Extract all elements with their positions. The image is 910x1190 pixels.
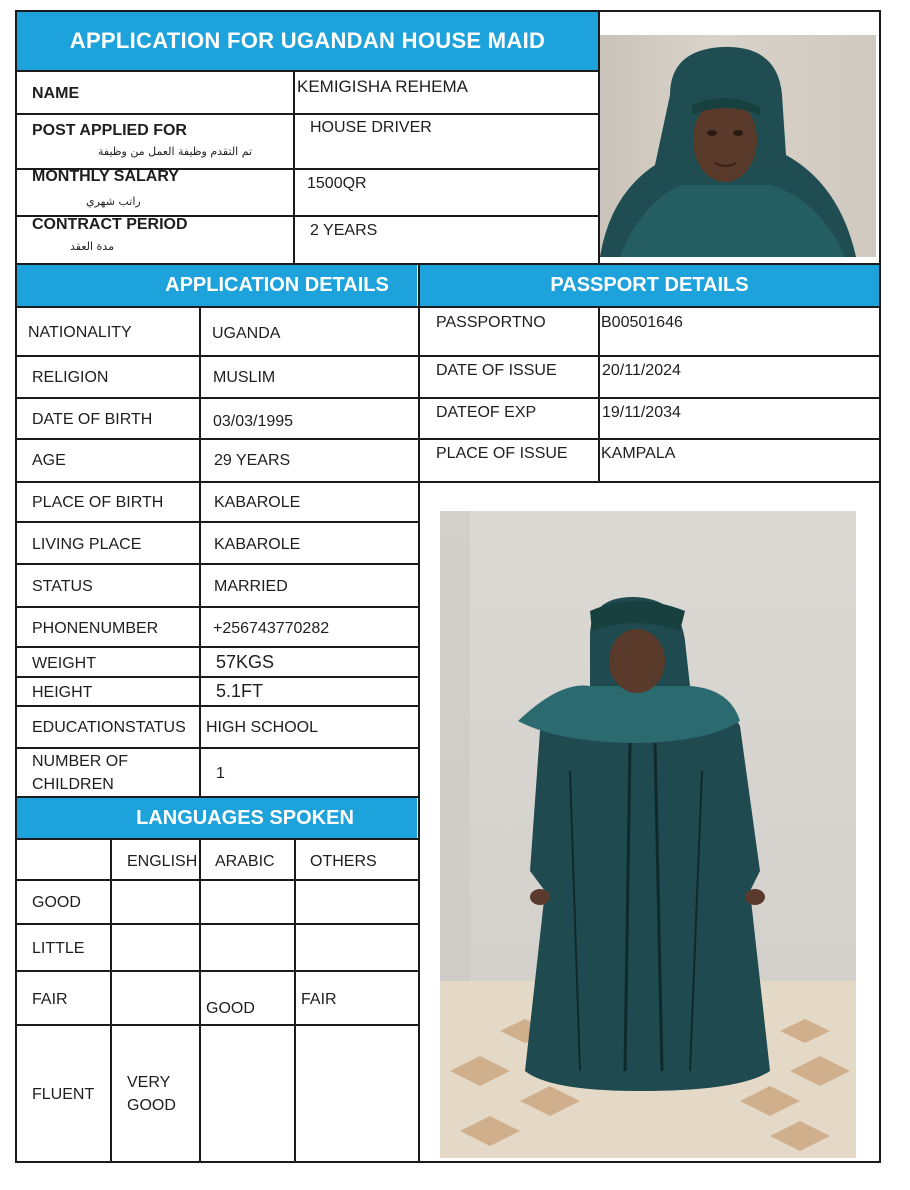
phone-label: PHONENUMBER	[32, 620, 159, 637]
post-label: POST APPLIED FOR	[32, 122, 187, 139]
full-length-figure-icon	[440, 511, 856, 1158]
lang-col-arabic: ARABIC	[215, 853, 275, 870]
height-label: HEIGHT	[32, 684, 93, 701]
lang-col-english: ENGLISH	[127, 853, 198, 870]
children-label-line1: NUMBER OF	[32, 753, 128, 770]
children-label-line2: CHILDREN	[32, 776, 114, 793]
dob-label: DATE OF BIRTH	[32, 411, 153, 428]
expiry-date-label: DATEOF EXP	[436, 404, 537, 421]
lang-row-fluent: FLUENT	[32, 1086, 95, 1103]
place-of-issue-value: KAMPALA	[601, 445, 676, 462]
full-length-photo	[440, 511, 856, 1158]
contract-value: 2 YEARS	[310, 222, 378, 239]
portrait-photo	[600, 35, 876, 257]
post-arabic-label: ﺗﻢ ﺍﻟﺘﻘﺪﻡ ﻭﻇﻴﻔﺔ ﺍﻟﻌﻤﻞ ﻣﻦ ﻭﻇﻴﻔﺔ	[98, 145, 253, 158]
portrait-figure-icon	[600, 35, 876, 257]
living-place-label: LIVING PLACE	[32, 536, 142, 553]
lang-fair-others: FAIR	[301, 991, 337, 1008]
issue-date-label: DATE OF ISSUE	[436, 362, 557, 379]
status-value: MARRIED	[214, 578, 288, 595]
place-of-issue-label: PLACE OF ISSUE	[436, 445, 568, 462]
height-value: 5.1FT	[216, 681, 264, 701]
living-place-value: KABAROLE	[214, 536, 301, 553]
weight-label: WEIGHT	[32, 655, 96, 672]
passport-no-value: B00501646	[601, 314, 683, 331]
lang-row-fair: FAIR	[32, 991, 68, 1008]
lang-row-little: LITTLE	[32, 940, 85, 957]
age-value: 29 YEARS	[214, 452, 291, 469]
religion-value: MUSLIM	[213, 369, 276, 386]
passport-no-label: PASSPORTNO	[436, 314, 546, 331]
languages-heading: LANGUAGES SPOKEN	[17, 798, 417, 838]
lang-row-good: GOOD	[32, 894, 81, 911]
education-value: HIGH SCHOOL	[206, 719, 319, 736]
place-of-birth-value: KABAROLE	[214, 494, 301, 511]
lang-fair-arabic: GOOD	[206, 1000, 255, 1017]
application-details-heading: APPLICATION DETAILS	[17, 265, 417, 306]
expiry-date-value: 19/11/2034	[602, 404, 681, 421]
passport-details-heading: PASSPORT DETAILS	[420, 265, 879, 306]
salary-arabic-label: ﺭﺍﺗﺐ ﺷﻬﺮﻱ	[86, 195, 141, 208]
age-label: AGE	[32, 452, 66, 469]
lang-fluent-english-line1: VERY	[127, 1074, 171, 1091]
post-value: HOUSE DRIVER	[310, 119, 432, 136]
form-title: APPLICATION FOR UGANDAN HOUSE MAID	[17, 12, 598, 70]
name-value: KEMIGISHA REHEMA	[297, 77, 468, 96]
salary-label: MONTHLY SALARY	[32, 168, 179, 185]
dob-value: 03/03/1995	[213, 413, 294, 430]
name-label: NAME	[32, 85, 80, 102]
lang-fluent-english-line2: GOOD	[127, 1097, 176, 1114]
weight-value: 57KGS	[216, 652, 275, 672]
nationality-value: UGANDA	[212, 325, 281, 342]
phone-value: +256743770282	[213, 620, 330, 637]
children-value: 1	[216, 765, 225, 782]
salary-value: 1500QR	[307, 175, 367, 192]
status-label: STATUS	[32, 578, 93, 595]
contract-label: CONTRACT PERIOD	[32, 216, 188, 233]
place-of-birth-label: PLACE OF BIRTH	[32, 494, 164, 511]
issue-date-value: 20/11/2024	[602, 362, 681, 379]
nationality-label: NATIONALITY	[28, 324, 132, 341]
education-label: EDUCATIONSTATUS	[32, 719, 186, 736]
lang-col-others: OTHERS	[310, 853, 377, 870]
contract-arabic-label: ﻣﺪﺓ ﺍﻟﻌﻘﺪ	[70, 240, 114, 253]
religion-label: RELIGION	[32, 369, 109, 386]
